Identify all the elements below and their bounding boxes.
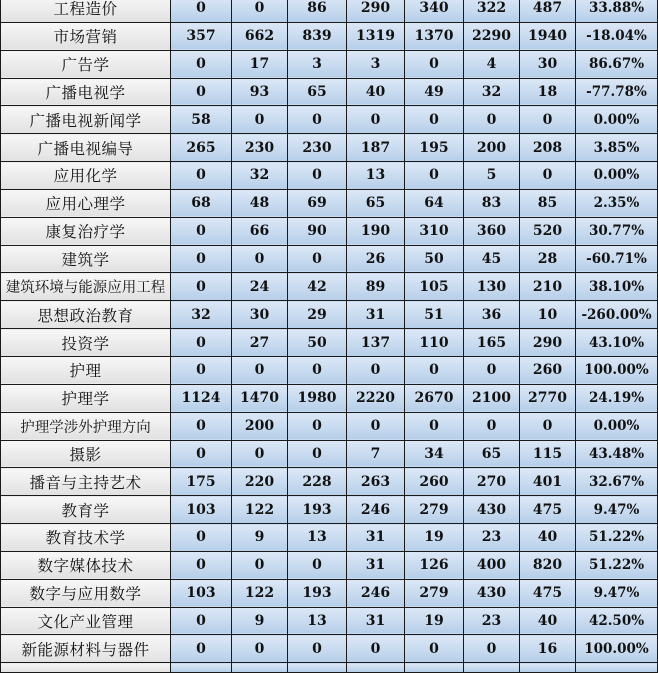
- table-row: [1, 50, 658, 78]
- value-cell: 32: [464, 78, 520, 106]
- value-cell: 16: [520, 635, 576, 663]
- table-row: [1, 551, 658, 579]
- value-cell: 31: [347, 551, 405, 579]
- growth-rate-cell: -18.04%: [576, 22, 658, 50]
- value-cell: 0: [171, 0, 232, 22]
- empty-cell: [232, 663, 288, 673]
- value-cell: 1470: [232, 384, 288, 412]
- value-cell: 40: [520, 607, 576, 635]
- value-cell: 322: [464, 0, 520, 22]
- value-cell: 110: [405, 329, 464, 357]
- value-cell: 49: [405, 78, 464, 106]
- value-cell: 246: [347, 496, 405, 524]
- value-cell: 0: [171, 50, 232, 78]
- value-cell: 1940: [520, 22, 576, 50]
- value-cell: 0: [288, 245, 347, 273]
- value-cell: 193: [288, 579, 347, 607]
- value-cell: 65: [288, 78, 347, 106]
- major-name-cell: 新能源材料与器件: [1, 635, 171, 663]
- value-cell: 0: [464, 356, 520, 384]
- growth-rate-cell: 86.67%: [576, 50, 658, 78]
- value-cell: 45: [464, 245, 520, 273]
- value-cell: 0: [171, 329, 232, 357]
- table-row: [1, 384, 658, 412]
- value-cell: 26: [347, 245, 405, 273]
- value-cell: 0: [347, 356, 405, 384]
- table-row: [1, 440, 658, 468]
- value-cell: 5: [464, 162, 520, 190]
- empty-cell: [171, 663, 232, 673]
- empty-cell: [1, 663, 171, 673]
- value-cell: 279: [405, 496, 464, 524]
- value-cell: 2290: [464, 22, 520, 50]
- major-name-cell: 护理学: [1, 384, 171, 412]
- value-cell: 0: [347, 635, 405, 663]
- value-cell: 65: [347, 189, 405, 217]
- growth-rate-cell: -77.78%: [576, 78, 658, 106]
- value-cell: 487: [520, 0, 576, 22]
- empty-cell: [405, 663, 464, 673]
- growth-rate-cell: 32.67%: [576, 468, 658, 496]
- value-cell: 137: [347, 329, 405, 357]
- value-cell: 103: [171, 579, 232, 607]
- major-name-cell: 播音与主持艺术: [1, 468, 171, 496]
- value-cell: 0: [171, 356, 232, 384]
- value-cell: 265: [171, 134, 232, 162]
- value-cell: 13: [288, 607, 347, 635]
- growth-rate-cell: 2.35%: [576, 189, 658, 217]
- value-cell: 0: [171, 524, 232, 552]
- growth-rate-cell: 43.48%: [576, 440, 658, 468]
- value-cell: 40: [520, 524, 576, 552]
- value-cell: 0: [232, 106, 288, 134]
- value-cell: 260: [405, 468, 464, 496]
- value-cell: 230: [288, 134, 347, 162]
- table-row: [1, 468, 658, 496]
- value-cell: 17: [232, 50, 288, 78]
- value-cell: 0: [232, 635, 288, 663]
- major-name-cell: 摄影: [1, 440, 171, 468]
- value-cell: 36: [464, 301, 520, 329]
- value-cell: 0: [171, 440, 232, 468]
- value-cell: 30: [520, 50, 576, 78]
- value-cell: 51: [405, 301, 464, 329]
- value-cell: 263: [347, 468, 405, 496]
- value-cell: 50: [288, 329, 347, 357]
- value-cell: 430: [464, 579, 520, 607]
- value-cell: 0: [288, 412, 347, 440]
- value-cell: 3: [347, 50, 405, 78]
- value-cell: 246: [347, 579, 405, 607]
- major-name-cell: 教育学: [1, 496, 171, 524]
- value-cell: 68: [171, 189, 232, 217]
- table-row: [1, 607, 658, 635]
- value-cell: 190: [347, 217, 405, 245]
- major-name-cell: 广播电视新闻学: [1, 106, 171, 134]
- value-cell: 48: [232, 189, 288, 217]
- value-cell: 29: [288, 301, 347, 329]
- value-cell: 27: [232, 329, 288, 357]
- table-row: [1, 217, 658, 245]
- value-cell: 0: [288, 635, 347, 663]
- value-cell: 0: [171, 551, 232, 579]
- growth-rate-cell: 51.22%: [576, 551, 658, 579]
- table-row: [1, 22, 658, 50]
- value-cell: 9: [232, 524, 288, 552]
- major-name-cell: 教育技术学: [1, 524, 171, 552]
- value-cell: 0: [520, 106, 576, 134]
- value-cell: 58: [171, 106, 232, 134]
- value-cell: 0: [171, 635, 232, 663]
- value-cell: 18: [520, 78, 576, 106]
- value-cell: 0: [171, 412, 232, 440]
- value-cell: 175: [171, 468, 232, 496]
- major-name-cell: 应用化学: [1, 162, 171, 190]
- major-name-cell: 护理: [1, 356, 171, 384]
- growth-rate-cell: 24.19%: [576, 384, 658, 412]
- value-cell: 1980: [288, 384, 347, 412]
- value-cell: 9: [232, 607, 288, 635]
- value-cell: 89: [347, 273, 405, 301]
- growth-rate-cell: -60.71%: [576, 245, 658, 273]
- major-name-cell: 康复治疗学: [1, 217, 171, 245]
- value-cell: 86: [288, 0, 347, 22]
- value-cell: 19: [405, 524, 464, 552]
- value-cell: 122: [232, 579, 288, 607]
- table-row: [1, 524, 658, 552]
- major-name-cell: 投资学: [1, 329, 171, 357]
- value-cell: 0: [232, 245, 288, 273]
- value-cell: 357: [171, 22, 232, 50]
- table-row: [1, 579, 658, 607]
- value-cell: 0: [520, 162, 576, 190]
- empty-cell: [576, 663, 658, 673]
- value-cell: 126: [405, 551, 464, 579]
- value-cell: 0: [405, 50, 464, 78]
- value-cell: 230: [232, 134, 288, 162]
- value-cell: 839: [288, 22, 347, 50]
- value-cell: 4: [464, 50, 520, 78]
- value-cell: 220: [232, 468, 288, 496]
- growth-rate-cell: 51.22%: [576, 524, 658, 552]
- empty-cell: [347, 663, 405, 673]
- value-cell: 165: [464, 329, 520, 357]
- value-cell: 200: [464, 134, 520, 162]
- value-cell: 0: [232, 0, 288, 22]
- value-cell: 7: [347, 440, 405, 468]
- value-cell: 130: [464, 273, 520, 301]
- value-cell: 0: [405, 412, 464, 440]
- value-cell: 208: [520, 134, 576, 162]
- growth-rate-cell: 3.85%: [576, 134, 658, 162]
- value-cell: 520: [520, 217, 576, 245]
- table-row-partial: [1, 663, 658, 673]
- value-cell: 69: [288, 189, 347, 217]
- value-cell: 430: [464, 496, 520, 524]
- value-cell: 401: [520, 468, 576, 496]
- value-cell: 32: [171, 301, 232, 329]
- table-row: [1, 106, 658, 134]
- major-name-cell: 广告学: [1, 50, 171, 78]
- major-name-cell: 护理学涉外护理方向: [1, 412, 171, 440]
- major-name-cell: 数字媒体技术: [1, 551, 171, 579]
- value-cell: 42: [288, 273, 347, 301]
- growth-rate-cell: 42.50%: [576, 607, 658, 635]
- value-cell: 34: [405, 440, 464, 468]
- value-cell: 0: [347, 106, 405, 134]
- value-cell: 0: [171, 162, 232, 190]
- value-cell: 10: [520, 301, 576, 329]
- value-cell: 340: [405, 0, 464, 22]
- value-cell: 0: [520, 412, 576, 440]
- value-cell: 290: [347, 0, 405, 22]
- value-cell: 83: [464, 189, 520, 217]
- value-cell: 290: [520, 329, 576, 357]
- value-cell: 200: [232, 412, 288, 440]
- value-cell: 103: [171, 496, 232, 524]
- value-cell: 31: [347, 301, 405, 329]
- value-cell: 475: [520, 496, 576, 524]
- value-cell: 0: [171, 273, 232, 301]
- major-name-cell: 广播电视编导: [1, 134, 171, 162]
- value-cell: 0: [171, 245, 232, 273]
- value-cell: 64: [405, 189, 464, 217]
- value-cell: 3: [288, 50, 347, 78]
- growth-rate-cell: 33.88%: [576, 0, 658, 22]
- table-body: [1, 0, 658, 673]
- empty-cell: [464, 663, 520, 673]
- value-cell: 1124: [171, 384, 232, 412]
- value-cell: 0: [464, 106, 520, 134]
- value-cell: 210: [520, 273, 576, 301]
- value-cell: 228: [288, 468, 347, 496]
- empty-cell: [520, 663, 576, 673]
- major-name-cell: 建筑学: [1, 245, 171, 273]
- table-row: [1, 134, 658, 162]
- major-name-cell: 思想政治教育: [1, 301, 171, 329]
- value-cell: 40: [347, 78, 405, 106]
- value-cell: 93: [232, 78, 288, 106]
- growth-rate-cell: 100.00%: [576, 356, 658, 384]
- table-row: [1, 245, 658, 273]
- table-row: [1, 78, 658, 106]
- value-cell: 0: [347, 412, 405, 440]
- major-name-cell: 文化产业管理: [1, 607, 171, 635]
- value-cell: 31: [347, 607, 405, 635]
- value-cell: 195: [405, 134, 464, 162]
- value-cell: 0: [171, 607, 232, 635]
- table-row: [1, 162, 658, 190]
- major-name-cell: 建筑环境与能源应用工程: [1, 273, 171, 301]
- value-cell: 31: [347, 524, 405, 552]
- value-cell: 13: [347, 162, 405, 190]
- value-cell: 2220: [347, 384, 405, 412]
- growth-rate-cell: 43.10%: [576, 329, 658, 357]
- value-cell: 105: [405, 273, 464, 301]
- value-cell: 0: [171, 217, 232, 245]
- major-name-cell: 数字与应用数学: [1, 579, 171, 607]
- table-row: [1, 496, 658, 524]
- value-cell: 662: [232, 22, 288, 50]
- value-cell: 0: [405, 356, 464, 384]
- value-cell: 1370: [405, 22, 464, 50]
- value-cell: 32: [232, 162, 288, 190]
- value-cell: 187: [347, 134, 405, 162]
- growth-rate-cell: 0.00%: [576, 162, 658, 190]
- growth-rate-cell: 0.00%: [576, 412, 658, 440]
- value-cell: 0: [288, 551, 347, 579]
- value-cell: 19: [405, 607, 464, 635]
- growth-rate-cell: -260.00%: [576, 301, 658, 329]
- value-cell: 0: [232, 356, 288, 384]
- value-cell: 30: [232, 301, 288, 329]
- value-cell: 400: [464, 551, 520, 579]
- growth-rate-cell: 9.47%: [576, 579, 658, 607]
- value-cell: 0: [405, 106, 464, 134]
- value-cell: 2100: [464, 384, 520, 412]
- table-row: [1, 635, 658, 663]
- value-cell: 0: [288, 356, 347, 384]
- value-cell: 820: [520, 551, 576, 579]
- value-cell: 66: [232, 217, 288, 245]
- value-cell: 475: [520, 579, 576, 607]
- table-row: [1, 0, 658, 22]
- value-cell: 23: [464, 524, 520, 552]
- major-name-cell: 市场营销: [1, 22, 171, 50]
- value-cell: 28: [520, 245, 576, 273]
- value-cell: 0: [288, 440, 347, 468]
- value-cell: 65: [464, 440, 520, 468]
- value-cell: 0: [171, 78, 232, 106]
- empty-cell: [288, 663, 347, 673]
- value-cell: 260: [520, 356, 576, 384]
- value-cell: 85: [520, 189, 576, 217]
- growth-rate-cell: 38.10%: [576, 273, 658, 301]
- value-cell: 0: [288, 106, 347, 134]
- table-row: [1, 301, 658, 329]
- value-cell: 0: [405, 635, 464, 663]
- growth-rate-cell: 0.00%: [576, 106, 658, 134]
- table-row: [1, 329, 658, 357]
- value-cell: 193: [288, 496, 347, 524]
- value-cell: 360: [464, 217, 520, 245]
- value-cell: 310: [405, 217, 464, 245]
- value-cell: 122: [232, 496, 288, 524]
- table-row: [1, 273, 658, 301]
- value-cell: 13: [288, 524, 347, 552]
- major-name-cell: 广播电视学: [1, 78, 171, 106]
- value-cell: 0: [232, 551, 288, 579]
- table-row: [1, 356, 658, 384]
- value-cell: 270: [464, 468, 520, 496]
- value-cell: 2670: [405, 384, 464, 412]
- major-name-cell: 应用心理学: [1, 189, 171, 217]
- value-cell: 279: [405, 579, 464, 607]
- table-row: [1, 412, 658, 440]
- growth-rate-cell: 9.47%: [576, 496, 658, 524]
- value-cell: 23: [464, 607, 520, 635]
- growth-rate-cell: 30.77%: [576, 217, 658, 245]
- value-cell: 2770: [520, 384, 576, 412]
- growth-rate-cell: 100.00%: [576, 635, 658, 663]
- value-cell: 90: [288, 217, 347, 245]
- value-cell: 0: [464, 635, 520, 663]
- value-cell: 0: [464, 412, 520, 440]
- value-cell: 0: [232, 440, 288, 468]
- table-row: [1, 189, 658, 217]
- value-cell: 1319: [347, 22, 405, 50]
- major-name-cell: 工程造价: [1, 0, 171, 22]
- value-cell: 50: [405, 245, 464, 273]
- value-cell: 0: [405, 162, 464, 190]
- value-cell: 0: [288, 162, 347, 190]
- value-cell: 24: [232, 273, 288, 301]
- value-cell: 115: [520, 440, 576, 468]
